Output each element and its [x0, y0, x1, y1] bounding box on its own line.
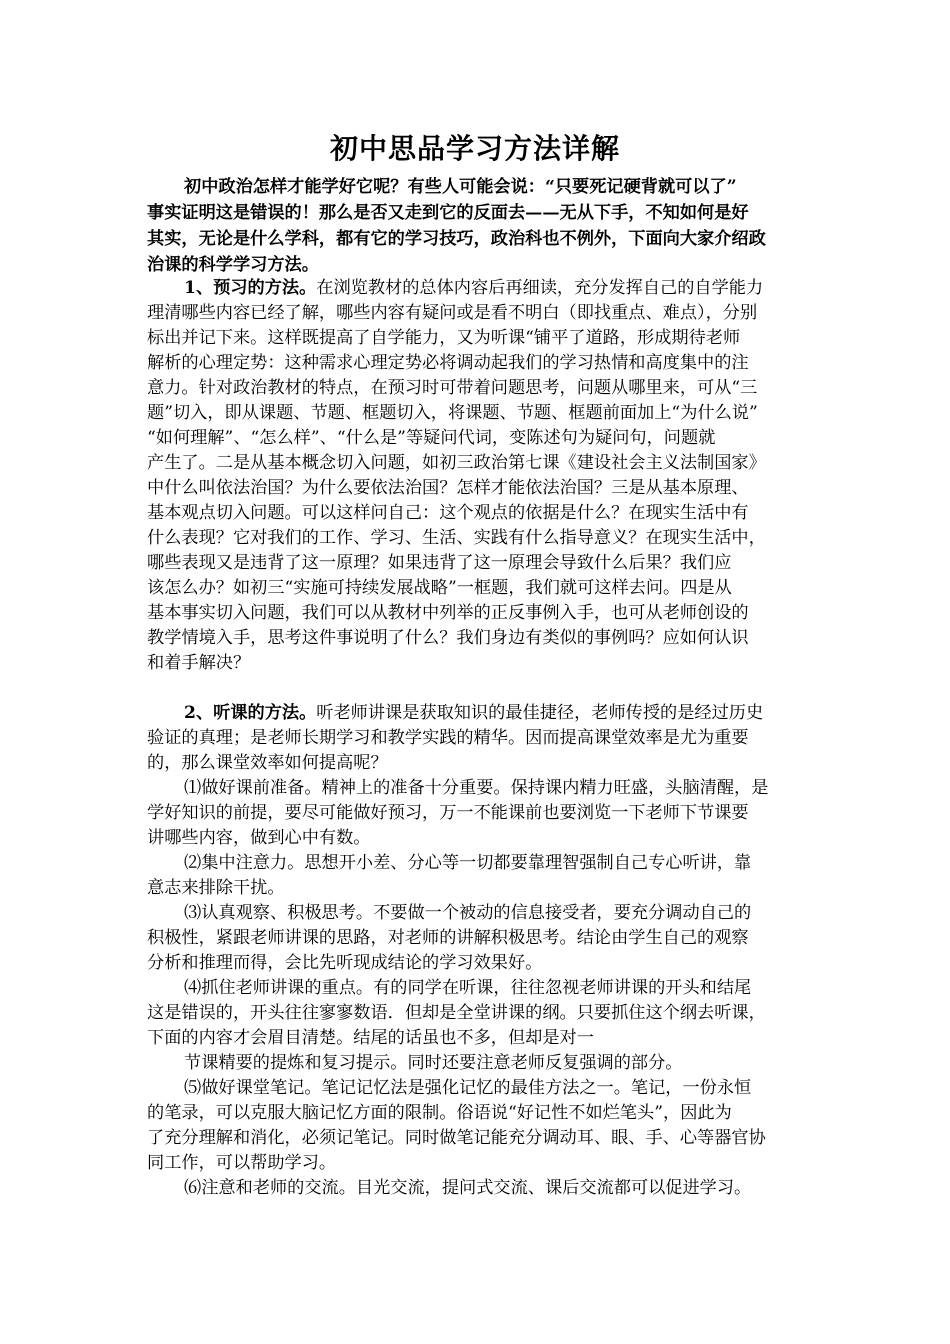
item-2-line: ⑵集中注意力。思想开小差、分心等一切都要靠理智强制自己专心听讲，靠 [184, 853, 752, 873]
item-3-line: ⑶认真观察、积极思考。不要做一个被动的信息接受者，要充分调动自己的 [184, 903, 752, 923]
section-2-line: 的，那么课堂效率如何提高呢？ [147, 753, 388, 773]
section-2-line: 验证的真理；是老师长期学习和教学实践的精华。因而提高课堂效率是尤为重要 [147, 728, 749, 748]
item-2-line: 意志来排除干扰。 [147, 878, 285, 898]
intro-line: 事实证明这是错误的！那么是否又走到它的反面去——无从下手，不知如何是好 [147, 203, 749, 223]
item-1-line: ⑴做好课前准备。精神上的准备十分重要。保持课内精力旺盛，头脑清醒，是 [184, 778, 769, 798]
section-1-line: 哪些表现又是违背了这一原理？如果违背了这一原理会导致什么后果？我们应 [147, 553, 732, 573]
item-1-line: 讲哪些内容，做到心中有数。 [147, 828, 371, 848]
section-1-heading: 1、预习的方法。 [184, 278, 317, 298]
section-1-text: 在浏览教材的总体内容后再细读，充分发挥自己的自学能力 [316, 278, 764, 298]
section-1-line: 题”切入，即从课题、节题、框题切入，将课题、节题、框题前面加上“为什么说” [147, 403, 758, 423]
section-1-line: 意力。针对政治教材的特点，在预习时可带着问题思考，问题从哪里来，可从“三 [147, 378, 758, 398]
section-1-line: 什么表现？它对我们的工作、学习、生活、实践有什么指导意义？在现实生活中， [147, 528, 766, 548]
item-4-line: 下面的内容才会眉目清楚。结尾的话虽也不多，但却是对一 [147, 1028, 594, 1048]
item-5-line: 了充分理解和消化，必须记笔记。同时做笔记能充分调动耳、眼、手、心等器官协 [147, 1128, 766, 1148]
item-1-line: 学好知识的前提，要尽可能做好预习，万一不能课前也要浏览一下老师下节课要 [147, 803, 749, 823]
section-2-heading: 2、听课的方法。 [184, 703, 317, 723]
section-1-line: 该怎么办？如初三“实施可持续发展战略”一框题，我们就可这样去问。四是从 [147, 578, 732, 598]
section-2-text: 听老师讲课是获取知识的最佳捷径，老师传授的是经过历史 [316, 703, 764, 723]
section-1-line: 和着手解决？ [147, 653, 251, 673]
item-5-line: ⑸做好课堂笔记。笔记记忆法是强化记忆的最佳方法之一。笔记，一份永恒 [184, 1078, 752, 1098]
page-title: 初中思品学习方法详解 [329, 132, 620, 165]
section-1-line: 解析的心理定势：这种需求心理定势必将调动起我们的学习热情和高度集中的注 [147, 353, 749, 373]
section-2-first-line [184, 701, 763, 726]
item-3-line: 积极性，紧跟老师讲课的思路，对老师的讲解积极思考。结论由学生自己的观察 [147, 928, 749, 948]
section-1-line: 基本观点切入问题。可以这样问自己：这个观点的依据是什么？在现实生活中有 [147, 503, 749, 523]
item-4-line: 这是错误的，开头往往寥寥数语．但却是全堂讲课的纲。只要抓住这个纲去听课， [147, 1003, 766, 1023]
item-4-line: ⑷抓住老师讲课的重点。有的同学在听课，往往忽视老师讲课的开头和结尾 [184, 978, 752, 998]
item-6-line: ⑹注意和老师的交流。目光交流，提问式交流、课后交流都可以促进学习。 [184, 1178, 752, 1198]
section-1-line: 标出并记下来。这样既提高了自学能力，又为听课“铺平了道路，形成期待老师 [147, 328, 741, 348]
intro-line: 治课的科学学习方法。 [147, 255, 319, 275]
item-5-line: 同工作，可以帮助学习。 [147, 1153, 337, 1173]
intro-line: 初中政治怎样才能学好它呢？有些人可能会说：“只要死记硬背就可以了” [184, 177, 737, 197]
section-1-line: 产生了。二是从基本概念切入问题，如初三政治第七课《建设社会主义法制国家》 [147, 453, 766, 473]
section-1-line: 教学情境入手，思考这件事说明了什么？我们身边有类似的事例吗？应如何认识 [147, 628, 749, 648]
item-5-line: 的笔录，可以克服大脑记忆方面的限制。俗语说“好记性不如烂笔头”，因此为 [147, 1103, 732, 1123]
section-1-line: 中什么叫依法治国？为什么要依法治国？怎样才能依法治国？三是从基本原理、 [147, 478, 749, 498]
section-1-line: “如何理解”、“怎么样”、“什么是”等疑问代词，变陈述句为疑问句，问题就 [147, 428, 716, 448]
section-1-line: 基本事实切入问题，我们可以从教材中列举的正反事例入手，也可从老师创设的 [147, 603, 749, 623]
item-4-line: 节课精要的提炼和复习提示。同时还要注意老师反复强调的部分。 [184, 1053, 683, 1073]
item-3-line: 分析和推理而得，会比先听现成结论的学习效果好。 [147, 953, 543, 973]
section-1-first-line [184, 276, 763, 301]
intro-line: 其实，无论是什么学科，都有它的学习技巧，政治科也不例外，下面向大家介绍政 [147, 229, 766, 249]
section-1-line: 理清哪些内容已经了解，哪些内容有疑问或是看不明白（即找重点、难点），分别 [147, 303, 758, 323]
